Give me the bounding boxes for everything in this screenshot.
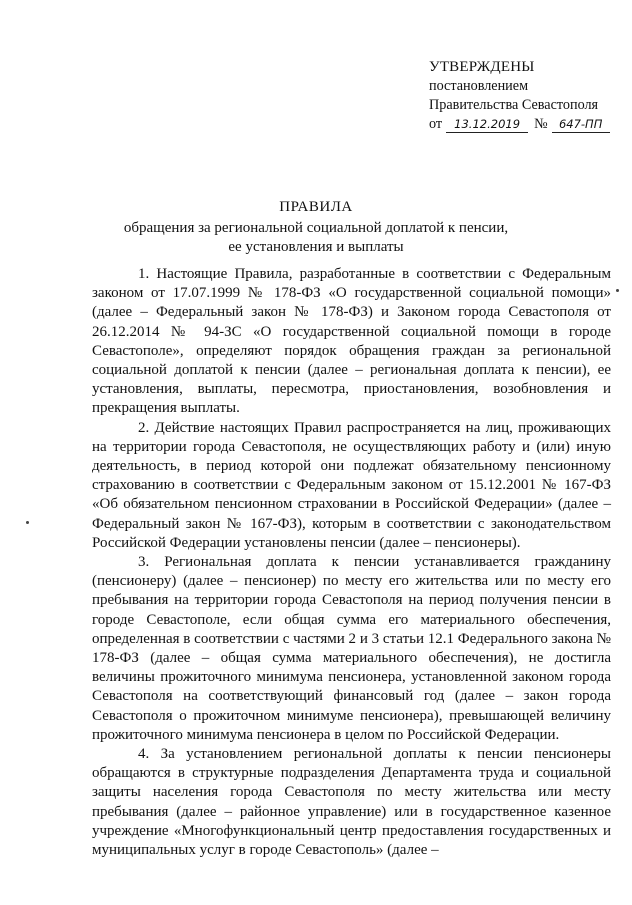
approval-line-resolution: постановлением [429, 78, 529, 94]
number-prefix: № [534, 116, 548, 132]
paragraph-1: 1. Настоящие Правила, разработанные в соответствии с Федеральным законом от 17.07.1999 № 178-ФЗ «О государственной социальной помощи» (далее – Федеральный закон № 178-ФЗ) и Законом города Севастополя от 26.12.2014 № 94-ЗС «О государственной социальной помощи в городе Севастополе», определяют порядок обращения граждан за региональной социальной доплатой к пенсии (далее – региональная доплата к пенсии), ее установления, выплаты, пересмотра, приостановления, возобновления и прекращения выплаты. [92, 266, 611, 417]
paragraph-4: 4. За установлением региональной доплаты к пенсии пенсионеры обращаются в структурные подразделения Департамента труда и социальной защиты населения города Севастополя по месту жительства или месту пребывания (далее – районное управление) или в государственное казенное учреждение «Многофункциональный центр предоставления государственных и муниципальных услуг в городе Севастополь» (далее – [92, 746, 611, 859]
paragraph-3: 3. Региональная доплата к пенсии устанавливается гражданину (пенсионеру) (далее – пенсионер) по месту его жительства или по месту его пребывания на территории города Севастополя на период получения пенсии в городе Севастополе, если общая сумма его материального обеспечения, определенная в соответствии с частями 2 и 3 статьи 12.1 Федерального закона № 178-ФЗ (далее – общая сумма материального обеспечения), не достигла величины прожиточного минимума пенсионера, установленной законом города Севастополя на соответствующий финансовый год (далее – закон города Севастополя о прожиточном минимуме пенсионера), превышающей величину прожиточного минимума пенсионера в целом по Российской Федерации. [92, 554, 611, 743]
paragraph-2: 2. Действие настоящих Правил распространяется на лиц, проживающих на территории города Севастополя, не осуществляющих работу и (или) иную деятельность, в период которой они подлежат обязательному пенсионному страхованию в соответствии с Федеральным законом от 15.12.2001 № 167-ФЗ «Об обязательном пенсионном страховании в Российской Федерации» (далее – Федеральный закон № 167-ФЗ), которым в соответствии с законодательством Российской Федерации установлены пенсии (далее – пенсионеры). [92, 419, 611, 551]
approval-date-line [429, 115, 629, 134]
approval-stamp [429, 58, 629, 134]
handwritten-number: 647-ПП [552, 117, 610, 133]
document-subtitle-line1: обращения за региональной социальной доплатой к пенсии, [123, 220, 509, 236]
approval-title: УТВЕРЖДЕНЫ [429, 59, 535, 75]
approval-line-government: Правительства Севастополя [429, 97, 599, 113]
document-heading [0, 198, 632, 257]
document-body [92, 265, 611, 860]
handwritten-date: 13.12.2019 [446, 117, 528, 133]
date-prefix: от [429, 116, 443, 132]
document-title: ПРАВИЛА [279, 199, 353, 215]
scan-speck [616, 289, 619, 292]
document-subtitle-line2: ее установления и выплаты [228, 239, 404, 255]
scan-speck [26, 521, 29, 524]
